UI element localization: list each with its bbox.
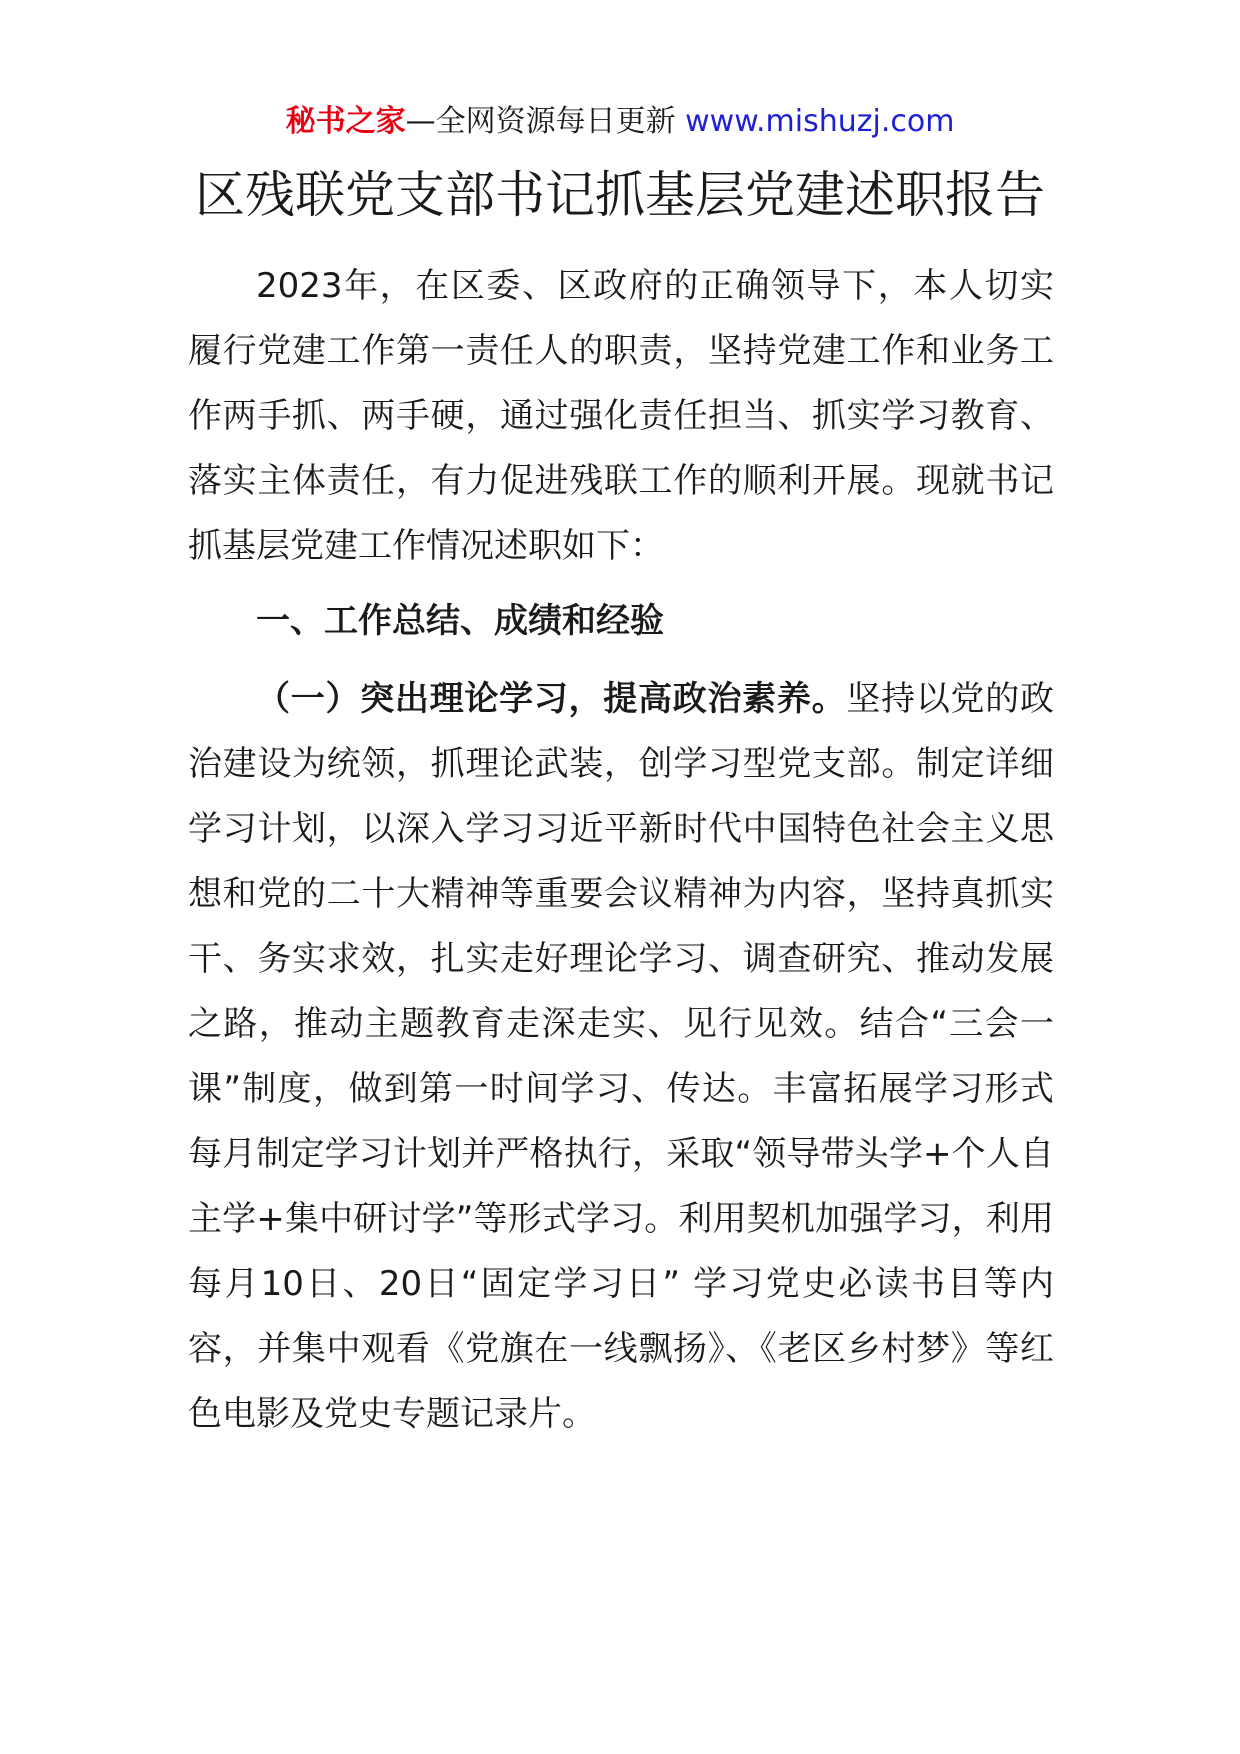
body-paragraph bbox=[188, 667, 1054, 1447]
site-url-link[interactable]: www.mishuzj.com bbox=[685, 104, 955, 139]
body-paragraph-text: 坚持以党的政治建设为统领，抓理论武装，创学习型党支部。制定详细学习计划，以深入学习习近平新时代中国特色社会主义思想和党的二十大精神等重要会议精神为内容，坚持真抓实干、务实求效，扎实走好理论学习、调查研究、推动发展之路，推动主题教育走深走实、见行见效。结合“三会一课”制度，做到第一时间学习、传达。丰富拓展学习形式每月制定学习计划并严格执行，采取“领导带头学+个人自主学+集中研讨学”等形式学习。利用契机加强学习，利用每月10日、20日“固定学习日” 学习党史必读书目等内容，并集中观看《党旗在一线飘扬》、《老区乡村梦》等红色电影及党史专题记录片。 bbox=[188, 679, 1055, 1434]
subsection-heading: （一）突出理论学习，提高政治素养。 bbox=[256, 679, 847, 719]
intro-paragraph: 2023年，在区委、区政府的正确领导下，本人切实履行党建工作第一责任人的职责，坚持党建工作和业务工作两手抓、两手硬，通过强化责任担当、抓实学习教育、落实主体责任，有力促进残联工作的顺利开展。现就书记抓基层党建工作情况述职如下： bbox=[188, 266, 1054, 566]
site-brand: 秘书之家 bbox=[285, 104, 406, 139]
section-heading: 一、工作总结、成绩和经验 bbox=[256, 601, 664, 641]
site-tagline: —全网资源每日更新 bbox=[405, 104, 686, 139]
site-header bbox=[0, 102, 1240, 142]
document-title: 区残联党支部书记抓基层党建述职报告 bbox=[195, 166, 1045, 224]
